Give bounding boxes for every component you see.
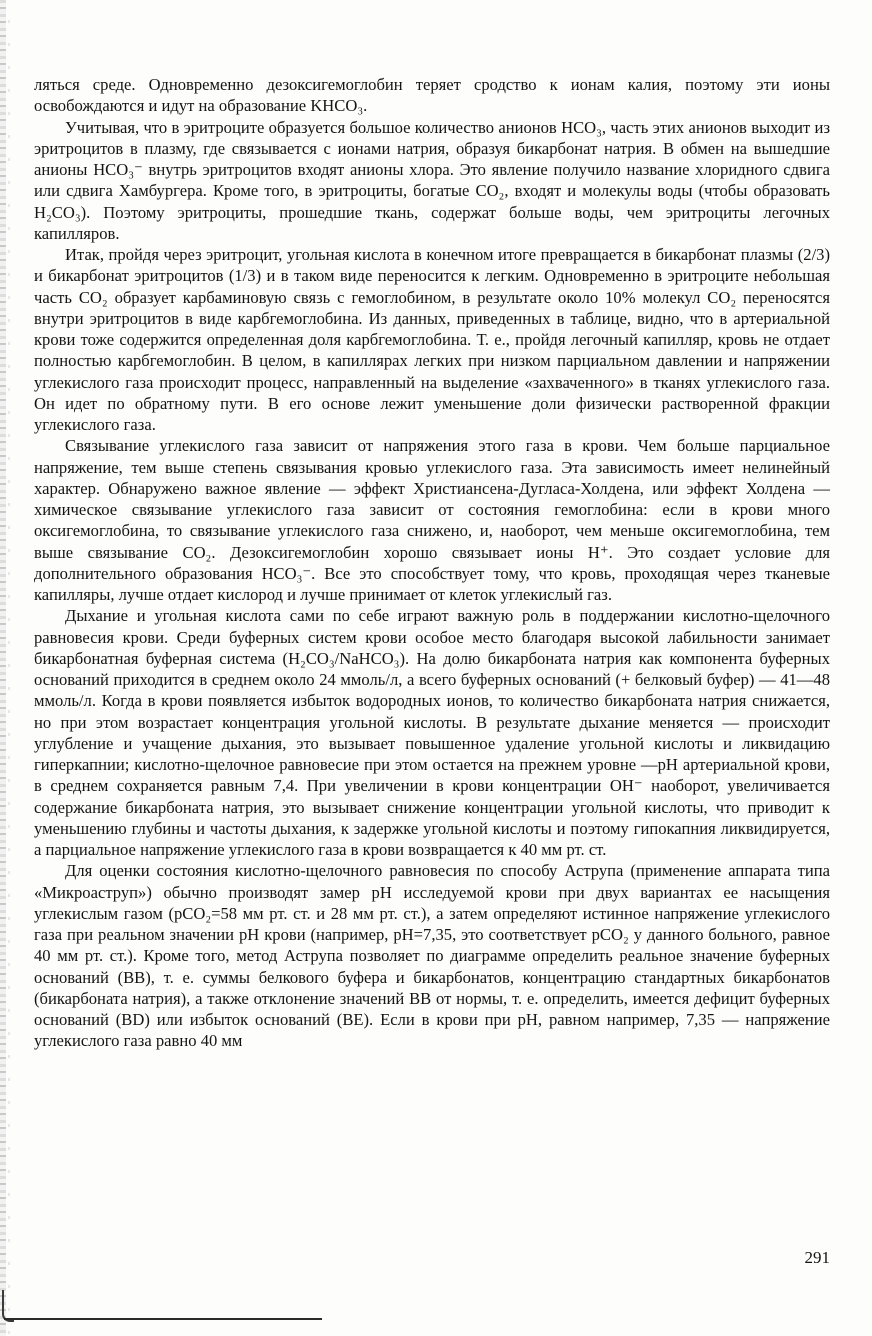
body-text [34, 74, 830, 1052]
paragraph-astrup-method: Для оценки состояния кислотно-щелочного равновесия по способу Аструпа (применение аппарата типа «Микроаструп») обычно производят замер pH исследуемой крови при двух вариантах ее насыщения углекислым газом (pCO₂=58 мм рт. ст. и 28 мм рт. ст.), а затем определяют истинное напряжение углекислого газа при реальном значении pH крови (например, pH=7,35, это соответствует pCO₂ у данного больного, равное 40 мм рт. ст.). Кроме того, метод Аструпа позволяет по диаграмме определить реальное значение буферных оснований (BB), т. е. суммы белкового буфера и бикарбонатов, концентрацию стандартных бикарбонатов (бикарбоната натрия), а также отклонение значений BB от нормы, т. е. определить, имеется дефицит буферных оснований (BD) или избыток оснований (BE). Если в крови при pH, равном например, 7,35 — напряжение углекислого газа равно 40 мм [34, 861, 830, 1051]
binding-edge [0, 0, 6, 1336]
paragraph-continued: ляться среде. Одновременно дезоксигемоглобин теряет сродство к ионам калия, поэтому эти ионы освобождаются и идут на образование KHCO₃. [34, 75, 830, 116]
paragraph-chloride-shift: Учитывая, что в эритроците образуется большое количество анионов HCO₃, часть этих анионов выходит из эритроцитов в плазму, где связывается с ионами натрия, образуя бикарбонат натрия. В обмен на вышедшие анионы HCO₃⁻ внутрь эритроцитов входят анионы хлора. Это явление получило название хлоридного сдвига или сдвига Хамбургера. Кроме того, в эритроциты, богатые CO₂, входят и молекулы воды (чтобы образовать H₂CO₃). Поэтому эритроциты, прошедшие ткань, содержат больше воды, чем эритроциты легочных капилляров. [34, 117, 830, 243]
paragraph-acid-base-balance: Дыхание и угольная кислота сами по себе играют важную роль в поддержании кислотно-щелочного равновесия крови. Среди буферных систем крови особое место благодаря высокой лабильности занимает бикарбонатная буферная система (H₂CO₃/NaHCO₃). На долю бикарбоната натрия как компонента буферных оснований приходится в среднем около 24 ммоль/л, а всего буферных оснований (+ белковый буфер) — 41—48 ммоль/л. Когда в крови появляется избыток водородных ионов, то количество бикарбоната натрия снижается, но при этом возрастает концентрация угольной кислоты. В результате дыхание меняется — происходит углубление и учащение дыхания, это вызывает повышенное удаление угольной кислоты и ликвидацию гиперкапнии; кислотно-щелочное равновесие при этом остается на прежнем уровне —pH артериальной крови, в среднем сохраняется равным 7,4. При увеличении в крови концентрации OH⁻ наоборот, увеличивается содержание бикарбоната натрия, это вызывает снижение концентрации угольной кислоты, что приводит к уменьшению глубины и частоты дыхания, к задержке угольной кислоты и поэтому гипокапния ликвидируется, а парциальное напряжение углекислого газа в крови возвращается к 40 мм рт. ст. [34, 606, 830, 859]
page-number: 291 [804, 1248, 830, 1267]
paragraph-haldane-effect: Связывание углекислого газа зависит от напряжения этого газа в крови. Чем больше парциальное напряжение, тем выше степень связывания кровью углекислого газа. Эта зависимость имеет нелинейный характер. Обнаружено важное явление — эффект Христиансена-Дугласа-Холдена, или эффект Холдена — химическое связывание углекислого газа зависит от состояния гемоглобина: если в крови много оксигемоглобина, то связывание углекислого газа снижено, и, наоборот, чем меньше оксигемоглобина, тем выше связывание CO₂. Дезоксигемоглобин хорошо связывает ионы H⁺. Это создает условие для дополнительного образования HCO₃⁻. Все это способствует тому, что кровь, проходящая через тканевые капилляры, лучше отдает кислород и лучше принимает от клеток углекислый газ. [34, 436, 830, 604]
paragraph-carbhemoglobin: Итак, пройдя через эритроцит, угольная кислота в конечном итоге превращается в бикарбонат плазмы (2/3) и бикарбонат эритроцитов (1/3) и в таком виде переносится к легким. Одновременно в эритроците небольшая часть CO₂ образует карбаминовую связь с гемоглобином, в результате около 10% молекул CO₂ переносятся внутри эритроцитов в виде карбгемоглобина. Из данных, приведенных в таблице, видно, что в артериальной крови тоже содержится определенная доля карбгемоглобина. Т. е., пройдя легочный капилляр, кровь не отдает полностью карбгемоглобин. В целом, в капиллярах легких при низком парциальном давлении и напряжении углекислого газа происходит процесс, направленный на выделение «захваченного» в тканях углекислого газа. Он идет по обратному пути. В его основе лежит уменьшение доли физически растворенной фракции углекислого газа. [34, 245, 830, 434]
page-bottom-edge-line [4, 1318, 322, 1320]
